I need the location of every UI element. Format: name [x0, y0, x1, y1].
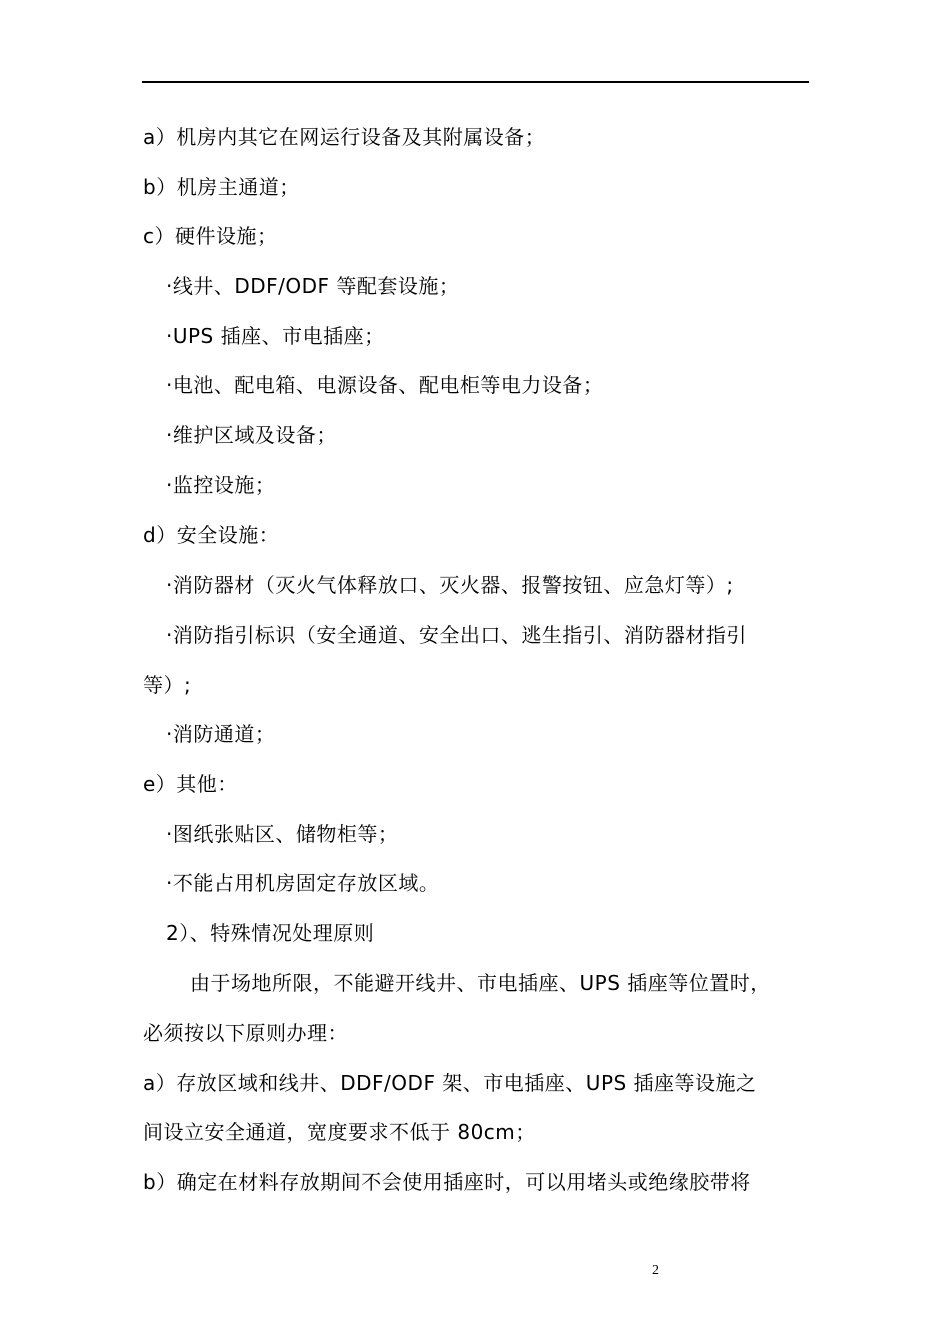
list-item-a2-cont: 间设立安全通道，宽度要求不低于 80cm；: [143, 1120, 536, 1144]
sub-item-cable-well: ·线井、DDF/ODF 等配套设施；: [166, 274, 460, 298]
sub-item-fire-passage: ·消防通道；: [166, 722, 276, 746]
list-item-d: d）安全设施：: [143, 523, 280, 547]
sub-item-maintenance-area: ·维护区域及设备；: [166, 423, 337, 447]
list-item-a: a）机房内其它在网运行设备及其附属设备；: [143, 125, 546, 149]
list-item-a2: a）存放区域和线井、DDF/ODF 架、市电插座、UPS 插座等设施之: [143, 1071, 757, 1095]
sub-item-fire-signage-cont: 等）;: [143, 673, 192, 697]
sub-item-ups-socket: ·UPS 插座、市电插座；: [166, 324, 385, 348]
sub-item-power-equipment: ·电池、配电箱、电源设备、配电柜等电力设备；: [166, 373, 604, 397]
list-item-b: b）机房主通道；: [143, 175, 300, 199]
sub-item-fixed-area: ·不能占用机房固定存放区域。: [166, 871, 440, 895]
list-item-e: e）其他：: [143, 772, 238, 796]
paragraph-line: 必须按以下原则办理：: [143, 1021, 348, 1045]
sub-item-fire-signage: ·消防指引标识（安全通道、安全出口、逃生指引、消防器材指引: [166, 623, 747, 647]
list-item-b2: b）确定在材料存放期间不会使用插座时，可以用堵头或绝缘胶带将: [143, 1170, 751, 1194]
page-number: 2: [652, 1263, 659, 1278]
paragraph-line: 由于场地所限，不能避开线井、市电插座、UPS 插座等位置时，: [190, 971, 771, 995]
sub-item-drawings: ·图纸张贴区、储物柜等；: [166, 822, 399, 846]
sub-item-monitoring: ·监控设施；: [166, 473, 276, 497]
sub-item-fire-equipment: ·消防器材（灭火气体释放口、灭火器、报警按钮、应急灯等）;: [166, 573, 734, 597]
header-rule: [142, 81, 809, 83]
section-heading: 2）、特殊情况处理原则: [166, 921, 375, 945]
list-item-c: c）硬件设施；: [143, 224, 278, 248]
